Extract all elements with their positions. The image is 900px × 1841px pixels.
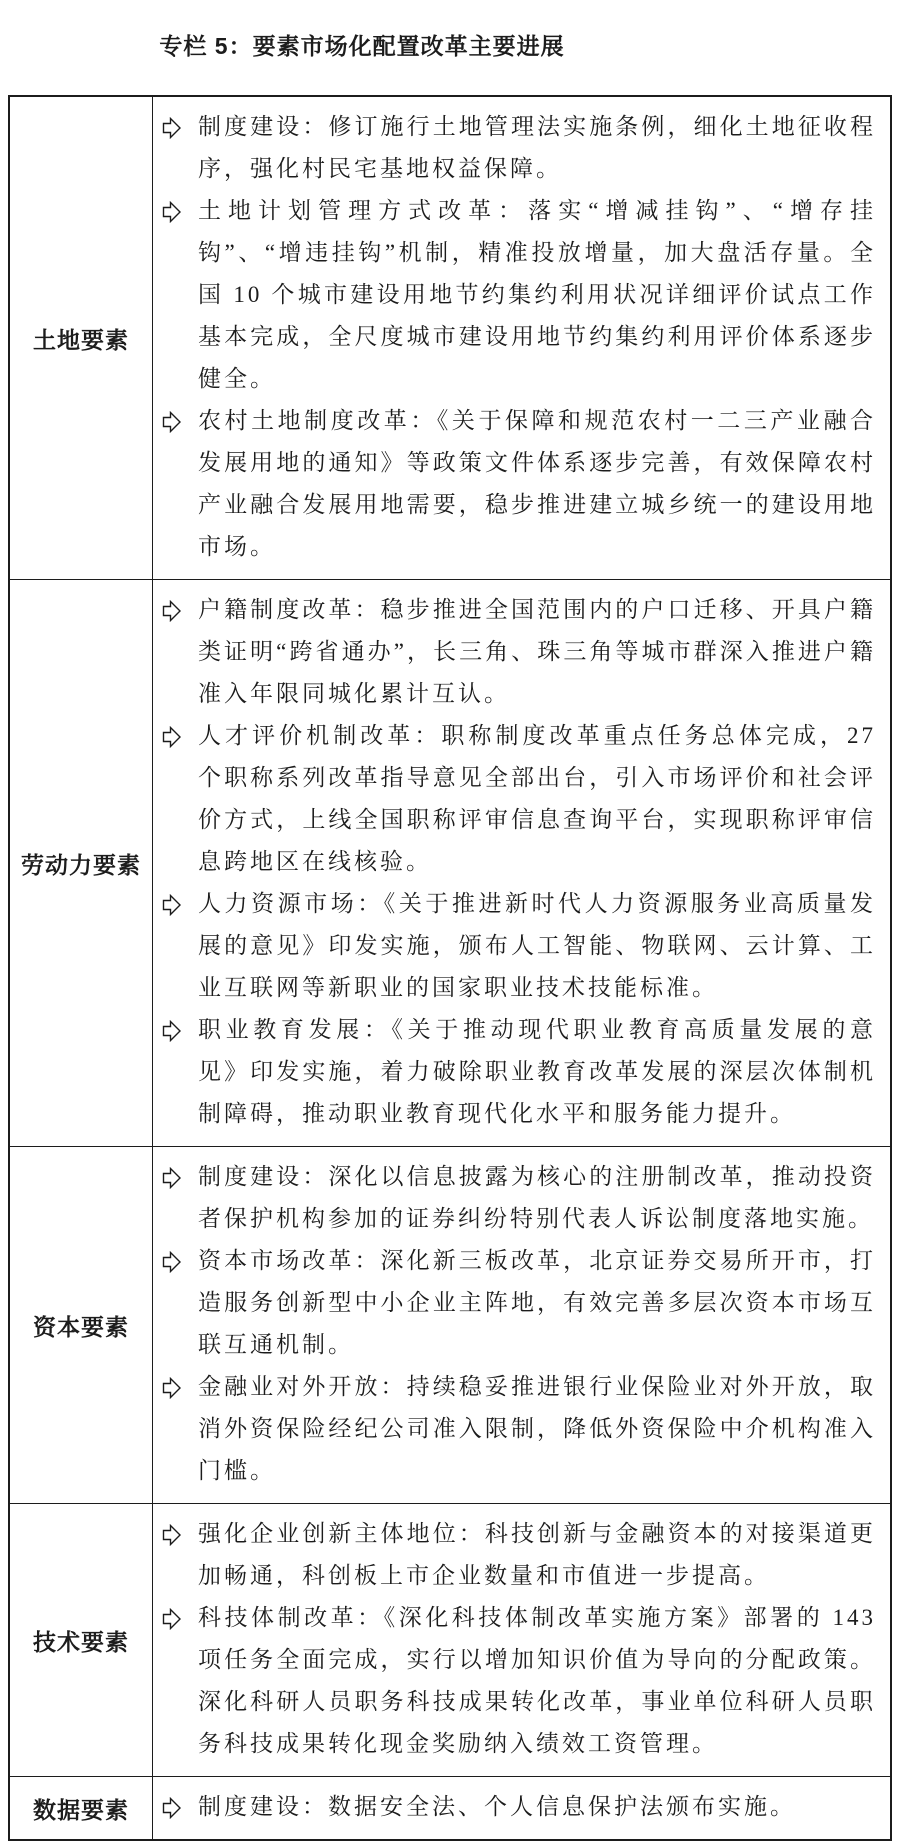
arrow-bullet-icon bbox=[153, 589, 198, 622]
list-item bbox=[153, 1786, 876, 1828]
row-label-technology: 技术要素 bbox=[9, 1504, 153, 1777]
table-row bbox=[9, 1504, 891, 1777]
table-row bbox=[9, 96, 891, 580]
row-content-land bbox=[153, 96, 892, 580]
list-item bbox=[153, 1513, 876, 1597]
arrow-bullet-icon bbox=[153, 1240, 198, 1273]
row-content-data bbox=[153, 1777, 892, 1841]
arrow-bullet-icon bbox=[153, 106, 198, 139]
list-item bbox=[153, 190, 876, 400]
arrow-bullet-icon bbox=[153, 1009, 198, 1042]
list-item bbox=[153, 400, 876, 568]
item-text: 制度建设：修订施行土地管理法实施条例，细化土地征收程序，强化村民宅基地权益保障。 bbox=[198, 114, 876, 181]
factor-progress-table bbox=[8, 95, 892, 1841]
arrow-bullet-icon bbox=[153, 1156, 198, 1189]
table-row bbox=[9, 1777, 891, 1841]
arrow-bullet-icon bbox=[153, 400, 198, 433]
item-text: 强化企业创新主体地位：科技创新与金融资本的对接渠道更加畅通，科创板上市企业数量和市值进一步提高。 bbox=[198, 1521, 876, 1588]
list-item bbox=[153, 883, 876, 1009]
item-text: 制度建设：深化以信息披露为核心的注册制改革，推动投资者保护机构参加的证券纠纷特别代表人诉讼制度落地实施。 bbox=[198, 1164, 876, 1231]
arrow-bullet-icon bbox=[153, 1597, 198, 1630]
arrow-bullet-icon bbox=[153, 1366, 198, 1399]
table-row bbox=[9, 1147, 891, 1504]
arrow-bullet-icon bbox=[153, 1786, 198, 1819]
list-item bbox=[153, 106, 876, 190]
arrow-bullet-icon bbox=[153, 1513, 198, 1546]
item-text: 金融业对外开放：持续稳妥推进银行业保险业对外开放，取消外资保险经纪公司准入限制，降低外资保险中介机构准入门槛。 bbox=[198, 1374, 876, 1483]
row-label-capital: 资本要素 bbox=[9, 1147, 153, 1504]
list-item bbox=[153, 1597, 876, 1765]
row-label-labor: 劳动力要素 bbox=[9, 580, 153, 1147]
page-title: 专栏 5：要素市场化配置改革主要进展 bbox=[159, 33, 565, 59]
arrow-bullet-icon bbox=[153, 715, 198, 748]
row-label-land: 土地要素 bbox=[9, 96, 153, 580]
arrow-bullet-icon bbox=[153, 190, 198, 223]
item-text: 制度建设：数据安全法、个人信息保护法颁布实施。 bbox=[198, 1794, 796, 1819]
row-content-labor bbox=[153, 580, 892, 1147]
item-text: 户籍制度改革：稳步推进全国范围内的户口迁移、开具户籍类证明“跨省通办”，长三角、珠三角等城市群深入推进户籍准入年限同城化累计互认。 bbox=[198, 597, 876, 706]
table-row bbox=[9, 580, 891, 1147]
list-item bbox=[153, 589, 876, 715]
item-text: 职业教育发展：《关于推动现代职业教育高质量发展的意见》印发实施，着力破除职业教育改革发展的深层次体制机制障碍，推动职业教育现代化水平和服务能力提升。 bbox=[198, 1017, 876, 1126]
row-content-capital bbox=[153, 1147, 892, 1504]
arrow-bullet-icon bbox=[153, 883, 198, 916]
list-item bbox=[153, 1156, 876, 1240]
row-content-technology bbox=[153, 1504, 892, 1777]
list-item bbox=[153, 1009, 876, 1135]
item-text: 科技体制改革：《深化科技体制改革实施方案》部署的 143 项任务全面完成，实行以增加知识价值为导向的分配政策。深化科研人员职务科技成果转化改革，事业单位科研人员职务科技成果转化现金奖励纳入绩效工资管理。 bbox=[198, 1605, 876, 1756]
row-label-data: 数据要素 bbox=[9, 1777, 153, 1841]
item-text: 人力资源市场：《关于推进新时代人力资源服务业高质量发展的意见》印发实施，颁布人工智能、物联网、云计算、工业互联网等新职业的国家职业技术技能标准。 bbox=[198, 891, 876, 1000]
item-text: 人才评价机制改革：职称制度改革重点任务总体完成，27 个职称系列改革指导意见全部出台，引入市场评价和社会评价方式，上线全国职称评审信息查询平台，实现职称评审信息跨地区在线核验。 bbox=[198, 723, 876, 874]
list-item bbox=[153, 1366, 876, 1492]
list-item bbox=[153, 715, 876, 883]
item-text: 土地计划管理方式改革：落实“增减挂钩”、“增存挂钩”、“增违挂钩”机制，精准投放增量，加大盘活存量。全国 10 个城市建设用地节约集约利用状况详细评价试点工作基本完成，全尺度城市建设用地节约集约利用评价体系逐步健全。 bbox=[198, 198, 876, 391]
list-item bbox=[153, 1240, 876, 1366]
item-text: 资本市场改革：深化新三板改革，北京证券交易所开市，打造服务创新型中小企业主阵地，有效完善多层次资本市场互联互通机制。 bbox=[198, 1248, 876, 1357]
item-text: 农村土地制度改革：《关于保障和规范农村一二三产业融合发展用地的通知》等政策文件体系逐步完善，有效保障农村产业融合发展用地需要，稳步推进建立城乡统一的建设用地市场。 bbox=[198, 408, 876, 559]
